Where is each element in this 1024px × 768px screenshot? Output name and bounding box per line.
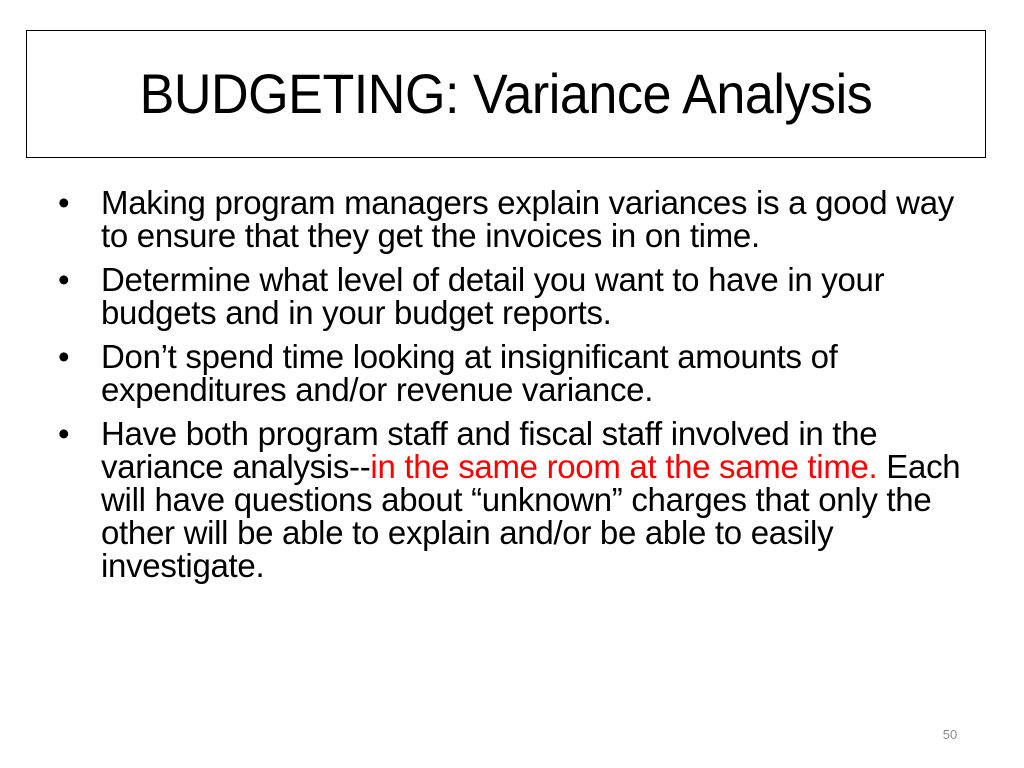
- page-number: 50: [942, 727, 958, 742]
- bullet-text-after: Each will have questions about “unknown” charges that only the other will be able to explain and/or be able to easily investigate.: [101, 448, 961, 584]
- bullet-text: Making program managers explain variances is a good way to ensure that they get the invoices in on time.: [101, 184, 954, 254]
- bullet-highlight-text: in the same room at the same time.: [370, 448, 878, 485]
- bullet-text: Determine what level of detail you want to have in your budgets and in your budget reports.: [101, 261, 885, 331]
- bullet-dot-icon: •: [58, 338, 70, 375]
- bullet-dot-icon: •: [58, 261, 70, 298]
- bullet-item: [56, 186, 976, 252]
- bullet-item: [56, 340, 976, 406]
- slide-title: BUDGETING: Variance Analysis: [139, 62, 873, 125]
- bullet-dot-icon: •: [58, 184, 70, 221]
- bullet-dot-icon: •: [58, 415, 70, 452]
- title-box: [26, 30, 986, 158]
- bullet-text-before: Have both program staff and fiscal staff involved in the variance analysis--: [101, 415, 878, 485]
- bullet-item: [56, 417, 976, 582]
- bullet-text: Don’t spend time looking at insignificant amounts of expenditures and/or revenue variance.: [101, 338, 838, 408]
- bullet-item: [56, 263, 976, 329]
- bullet-list: [56, 186, 976, 593]
